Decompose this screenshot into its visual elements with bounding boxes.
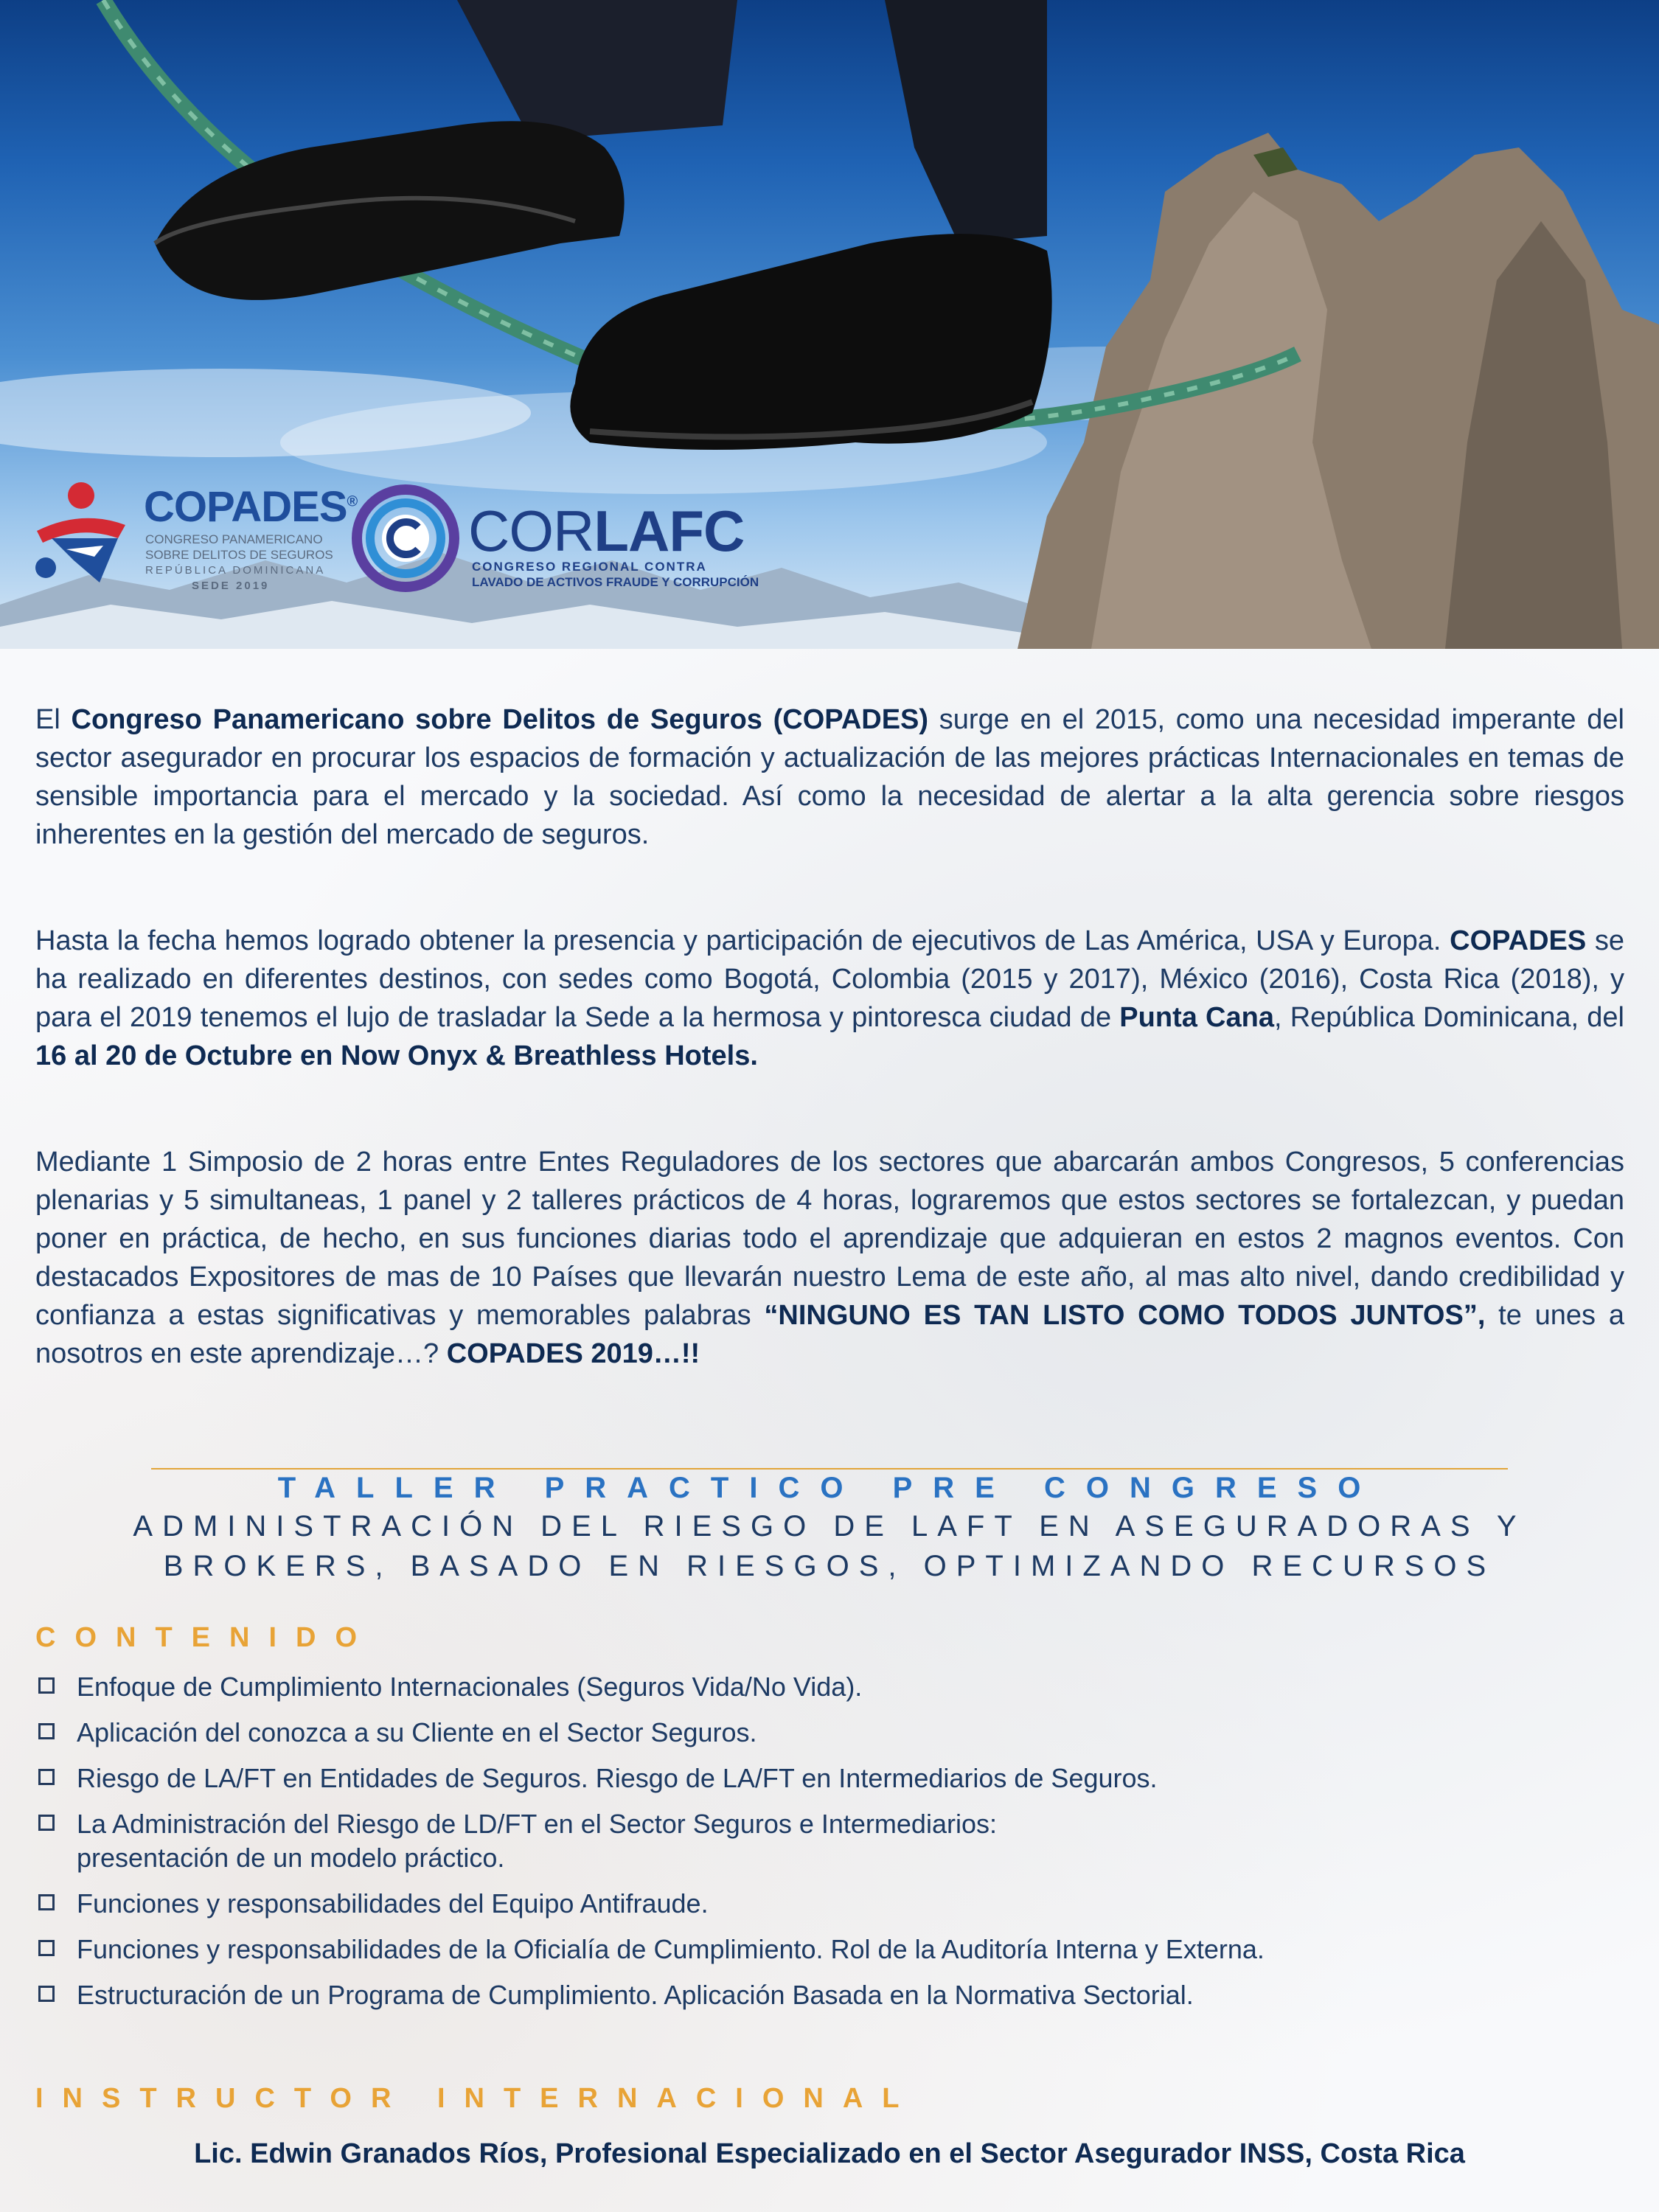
main-content	[0, 649, 1659, 2212]
list-item: Riesgo de LA/FT en Entidades de Seguros. Riesgo de LA/FT en Intermediarios de Seguros.	[35, 1761, 1643, 1795]
instructor-heading: INSTRUCTOR INTERNACIONAL	[35, 2083, 919, 2114]
intro-paragraph-1: El Congreso Panamericano sobre Delitos de Seguros (COPADES) surge en el 2015, como una necesidad imperante del sector asegurador en procurar los espacios de formación y actualización de las mejores prácticas Internacionales en temas de sensible importancia para el mercado y la sociedad. Así como la necesidad de alertar a la alta gerencia sobre riesgos inherentes en la gestión del mercado de seguros.	[35, 704, 1624, 850]
list-item: Aplicación del conozca a su Cliente en el Sector Seguros.	[35, 1716, 1643, 1750]
copades-logo	[29, 479, 358, 597]
copades-name: COPADES®	[144, 483, 358, 531]
list-item: Funciones y responsabilidades del Equipo Antifraude.	[35, 1887, 1643, 1921]
intro-paragraph-2: Hasta la fecha hemos logrado obtener la presencia y participación de ejecutivos de Las América, USA y Europa. COPADES se ha realizado en diferentes destinos, con sedes como Bogotá, Colombia (2015 y 2017), México (2016), Costa Rica (2018), y para el 2019 tenemos el lujo de trasladar la Sede a la hermosa y pintoresca ciudad de Punta Cana, República Dominicana, del 16 al 20 de Octubre en Now Onyx & Breathless Hotels.	[35, 925, 1624, 1071]
copades-subtitle-4: SEDE 2019	[192, 580, 270, 592]
instructor-name: Lic. Edwin Granados Ríos, Profesional Especializado en el Sector Asegurador INSS, Costa Rica	[194, 2138, 1465, 2169]
contenido-list	[35, 1670, 1643, 2024]
intro-paragraph-3: Mediante 1 Simposio de 2 horas entre Entes Reguladores de los sectores que abarcarán ambos Congresos, 5 conferencias plenarias y 5 simultaneas, 1 panel y 2 talleres prácticos de 4 horas, lograremos que estos sectores se fortalezcan, y puedan poner en práctica, de hecho, en sus funciones diarias todo el aprendizaje que adquieran en estos 2 magnos eventos. Con destacados Expositores de mas de 10 Países que llevarán nuestro Lema de este año, al mas alto nivel, dando credibilidad y confianza a estas significativas y memorables palabras “NINGUNO ES TAN LISTO COMO TODOS JUNTOS”, te unes a nosotros en este aprendizaje…? COPADES 2019…!!	[35, 1147, 1624, 1369]
corlafc-subtitle-2: LAVADO DE ACTIVOS FRAUDE Y CORRUPCIÓN	[472, 575, 759, 589]
corlafc-ring-icon	[350, 483, 461, 594]
hero-image	[0, 0, 1659, 649]
taller-title: TALLER PRACTICO PRE CONGRESO	[277, 1472, 1382, 1504]
corlafc-logo	[350, 483, 763, 594]
corlafc-subtitle-1: CONGRESO REGIONAL CONTRA	[472, 560, 707, 574]
checkbox-icon	[38, 1815, 55, 1831]
checkbox-icon	[38, 1769, 55, 1785]
list-item: Estructuración de un Programa de Cumplimiento. Aplicación Basada en la Normativa Sectorial.	[35, 1978, 1643, 2012]
copades-subtitle-2: SOBRE DELITOS DE SEGUROS	[145, 548, 333, 562]
section-divider	[151, 1468, 1508, 1470]
contenido-heading: CONTENIDO	[35, 1622, 376, 1653]
copades-subtitle-3: REPÚBLICA DOMINICANA	[145, 564, 326, 577]
checkbox-icon	[38, 1723, 55, 1739]
checkbox-icon	[38, 1894, 55, 1910]
taller-subtitle-line-1: ADMINISTRACIÓN DEL RIESGO DE LAFT EN ASEGURADORAS Y	[133, 1510, 1526, 1543]
corlafc-name: CORLAFC	[468, 498, 745, 563]
checkbox-icon	[38, 1986, 55, 2002]
checkbox-icon	[38, 1677, 55, 1694]
checkbox-icon	[38, 1940, 55, 1956]
list-item: La Administración del Riesgo de LD/FT en el Sector Seguros e Intermediarios: presentación de un modelo práctico.	[35, 1807, 1643, 1875]
list-item: Funciones y responsabilidades de la Oficialía de Cumplimiento. Rol de la Auditoría Interna y Externa.	[35, 1933, 1643, 1966]
list-item: Enfoque de Cumplimiento Internacionales (Seguros Vida/No Vida).	[35, 1670, 1643, 1704]
copades-subtitle-1: CONGRESO PANAMERICANO	[145, 532, 323, 546]
taller-subtitle-line-2: BROKERS, BASADO EN RIESGOS, OPTIMIZANDO RECURSOS	[163, 1550, 1496, 1582]
copades-emblem-icon	[29, 479, 133, 590]
